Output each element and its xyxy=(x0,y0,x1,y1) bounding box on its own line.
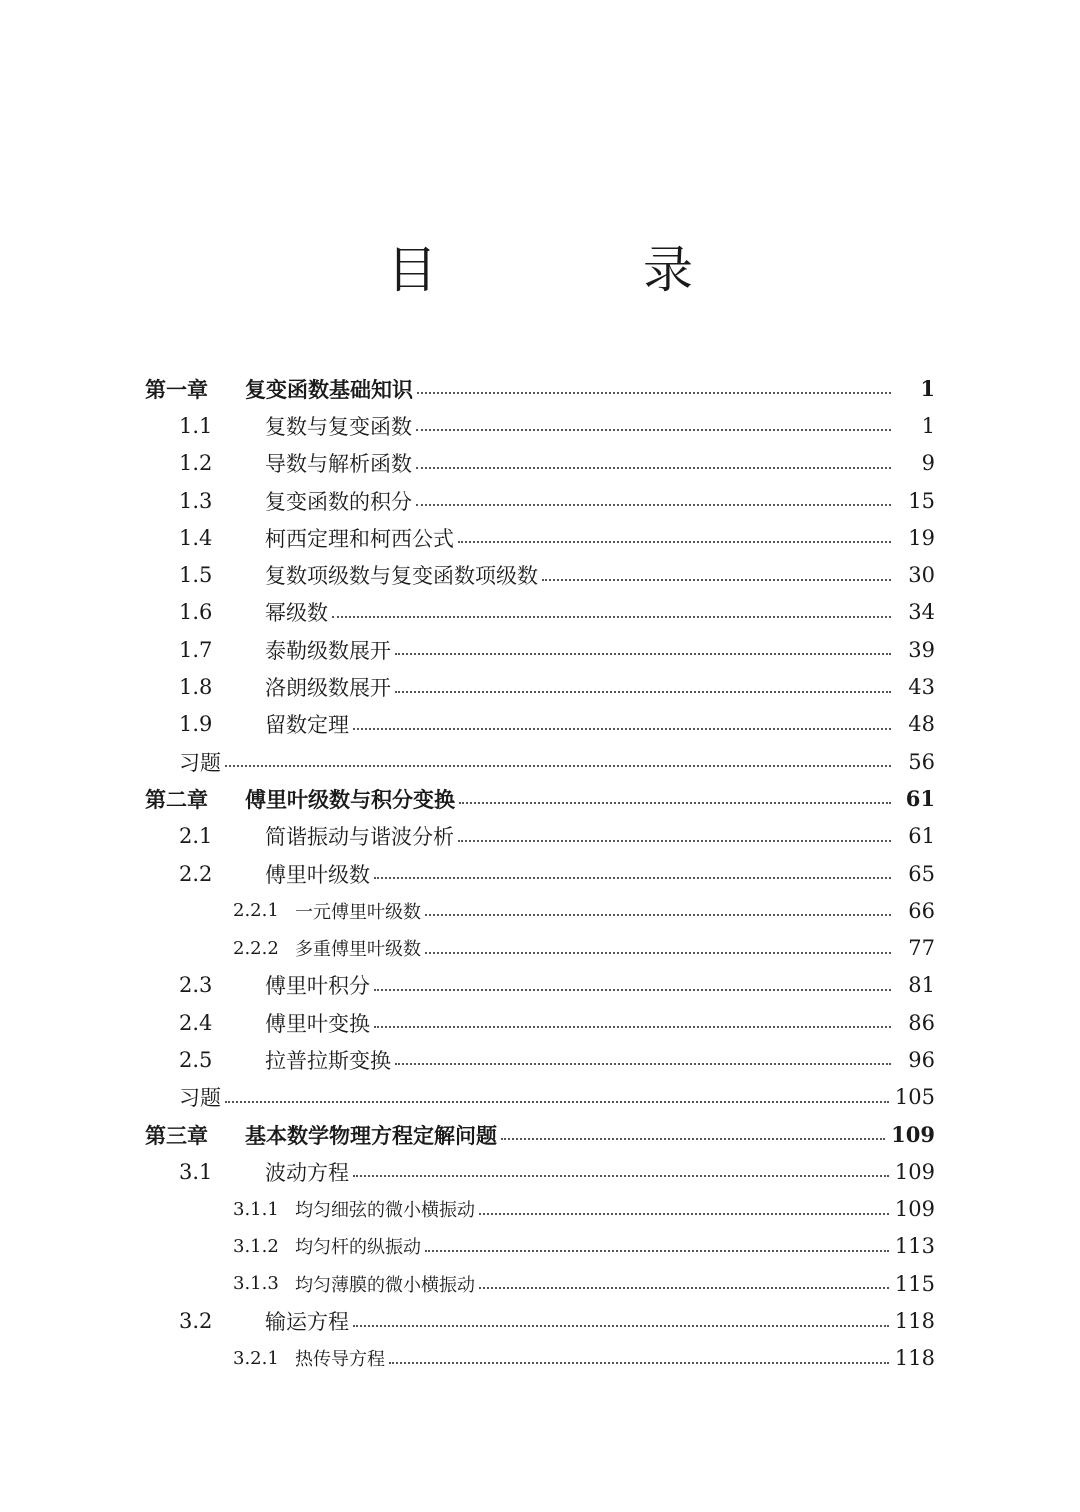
toc-entry-title: 洛朗级数展开 xyxy=(265,676,391,701)
toc-entry-subsection[interactable] xyxy=(145,1191,935,1228)
toc-entry-section[interactable] xyxy=(145,967,935,1004)
toc-entry-page-number: 39 xyxy=(908,637,935,662)
toc-entry-title: 习题 xyxy=(179,1086,221,1111)
toc-entry-title: 泰勒级数展开 xyxy=(265,638,391,663)
toc-entry-number: 2.2.2 xyxy=(233,937,279,959)
dot-leader xyxy=(353,1174,889,1177)
toc-entry-exercise[interactable] xyxy=(145,743,935,780)
toc-entry-chapter[interactable] xyxy=(145,780,935,817)
toc-entry-number: 第二章 xyxy=(145,786,208,812)
toc-entry-section[interactable] xyxy=(145,482,935,519)
dot-leader xyxy=(459,801,891,804)
toc-entry-title: 傅里叶变换 xyxy=(265,1011,370,1036)
dot-leader xyxy=(395,1062,891,1065)
dot-leader xyxy=(417,391,891,394)
toc-entry-title: 傅里叶级数 xyxy=(265,862,370,887)
dot-leader xyxy=(395,690,891,693)
toc-entry-page-number: 118 xyxy=(894,1309,935,1334)
page-title: 目 录 xyxy=(387,241,771,299)
toc-entry-number: 1.4 xyxy=(179,525,213,550)
dot-leader xyxy=(501,1137,885,1140)
toc-entry-page-number: 66 xyxy=(908,898,935,923)
toc-entry-title: 留数定理 xyxy=(265,713,349,738)
dot-leader xyxy=(374,1025,891,1028)
toc-entry-number: 1.7 xyxy=(179,637,213,662)
dot-leader xyxy=(425,951,891,954)
toc-entry-chapter[interactable] xyxy=(145,370,935,407)
toc-entry-title: 幂级数 xyxy=(265,601,328,626)
dot-leader xyxy=(225,764,891,767)
dot-leader xyxy=(225,1100,889,1103)
toc-entry-number: 1.1 xyxy=(179,413,213,438)
toc-entry-number: 1.6 xyxy=(179,600,213,625)
toc-entry-subsection[interactable] xyxy=(145,1228,935,1265)
toc-entry-title: 复数项级数与复变函数项级数 xyxy=(265,564,538,589)
toc-entry-page-number: 61 xyxy=(908,824,935,849)
toc-entry-page-number: 96 xyxy=(908,1047,935,1072)
dot-leader xyxy=(353,727,891,730)
dot-leader xyxy=(395,652,891,655)
toc-entry-section[interactable] xyxy=(145,1004,935,1041)
toc-entry-page-number: 1 xyxy=(920,376,935,402)
toc-entry-title: 多重傅里叶级数 xyxy=(295,939,421,961)
toc-entry-section[interactable] xyxy=(145,519,935,556)
toc-entry-page-number: 15 xyxy=(908,488,935,513)
toc-entry-page-number: 65 xyxy=(908,861,935,886)
toc-entry-title: 简谐振动与谐波分析 xyxy=(265,825,454,850)
toc-entry-number: 1.8 xyxy=(179,675,213,700)
toc-entry-title: 均匀薄膜的微小横振动 xyxy=(295,1274,475,1296)
toc-entry-page-number: 77 xyxy=(908,936,935,961)
dot-leader xyxy=(332,615,891,618)
toc-entry-subsection[interactable] xyxy=(145,1265,935,1302)
toc-entry-title: 柯西定理和柯西公式 xyxy=(265,526,454,551)
toc-entry-section[interactable] xyxy=(145,445,935,482)
toc-entry-page-number: 115 xyxy=(894,1271,935,1296)
toc-entry-title: 傅里叶级数与积分变换 xyxy=(245,786,455,812)
toc-entry-number: 3.1.1 xyxy=(233,1198,279,1220)
toc-entry-page-number: 81 xyxy=(908,973,935,998)
dot-leader xyxy=(479,1212,889,1215)
dot-leader xyxy=(374,876,891,879)
toc-entry-number: 2.2 xyxy=(179,861,213,886)
toc-entry-number: 2.3 xyxy=(179,973,213,998)
dot-leader xyxy=(542,578,891,581)
toc-entry-title: 基本数学物理方程定解问题 xyxy=(245,1122,497,1148)
toc-entry-title: 傅里叶积分 xyxy=(265,974,370,999)
toc-entry-number: 1.3 xyxy=(179,488,213,513)
toc-entry-subsection[interactable] xyxy=(145,892,935,929)
toc-entry-section[interactable] xyxy=(145,631,935,668)
toc-entry-title: 波动方程 xyxy=(265,1160,349,1185)
toc-entry-number: 3.2 xyxy=(179,1309,213,1334)
dot-leader xyxy=(458,839,891,842)
toc-entry-number: 第三章 xyxy=(145,1122,208,1148)
toc-entry-number: 3.1.3 xyxy=(233,1273,279,1295)
dot-leader xyxy=(416,503,891,506)
toc-entry-number: 3.1 xyxy=(179,1159,213,1184)
toc-entry-page-number: 19 xyxy=(908,525,935,550)
toc-entry-page-number: 1 xyxy=(921,413,935,438)
toc-entry-section[interactable] xyxy=(145,594,935,631)
toc-entry-number: 3.1.2 xyxy=(233,1235,279,1257)
dot-leader xyxy=(374,988,891,991)
dot-leader xyxy=(425,1249,889,1252)
toc-entry-chapter[interactable] xyxy=(145,1116,935,1153)
dot-leader xyxy=(416,466,891,469)
toc-entry-page-number: 109 xyxy=(894,1197,935,1222)
toc-entry-page-number: 113 xyxy=(894,1234,935,1259)
toc-entry-section[interactable] xyxy=(145,1041,935,1078)
dot-leader xyxy=(389,1361,889,1364)
dot-leader xyxy=(479,1286,889,1289)
toc-entry-exercise[interactable] xyxy=(145,1079,935,1116)
toc-entry-title: 复数与复变函数 xyxy=(265,414,412,439)
toc-entry-section[interactable] xyxy=(145,1153,935,1190)
toc-entry-subsection[interactable] xyxy=(145,1340,935,1377)
toc-entry-number: 1.9 xyxy=(179,712,213,737)
toc-entry-subsection[interactable] xyxy=(145,929,935,966)
toc-entry-number: 1.5 xyxy=(179,563,213,588)
toc-entry-title: 一元傅里叶级数 xyxy=(295,901,421,923)
toc-entry-page-number: 118 xyxy=(894,1346,935,1371)
toc-entry-title: 热传导方程 xyxy=(295,1349,385,1371)
toc-entry-page-number: 61 xyxy=(905,786,935,812)
dot-leader xyxy=(353,1324,889,1327)
toc-entry-page-number: 30 xyxy=(908,563,935,588)
dot-leader xyxy=(458,540,891,543)
table-of-contents xyxy=(145,370,935,1377)
toc-entry-page-number: 43 xyxy=(908,675,935,700)
dot-leader xyxy=(425,913,891,916)
toc-entry-page-number: 109 xyxy=(894,1159,935,1184)
toc-entry-title: 习题 xyxy=(179,750,221,775)
toc-entry-number: 2.1 xyxy=(179,824,213,849)
toc-entry-page-number: 34 xyxy=(908,600,935,625)
toc-entry-page-number: 105 xyxy=(894,1085,935,1110)
toc-entry-page-number: 86 xyxy=(908,1010,935,1035)
toc-entry-section[interactable] xyxy=(145,556,935,593)
toc-entry-title: 输运方程 xyxy=(265,1310,349,1335)
toc-entry-title: 均匀细弦的微小横振动 xyxy=(295,1200,475,1222)
toc-entry-number: 1.2 xyxy=(179,451,213,476)
toc-entry-section[interactable] xyxy=(145,706,935,743)
toc-entry-section[interactable] xyxy=(145,855,935,892)
toc-entry-page-number: 48 xyxy=(908,712,935,737)
toc-entry-number: 第一章 xyxy=(145,376,208,402)
toc-entry-section[interactable] xyxy=(145,818,935,855)
dot-leader xyxy=(416,428,891,431)
toc-entry-page-number: 9 xyxy=(921,451,935,476)
toc-entry-section[interactable] xyxy=(145,407,935,444)
toc-entry-title: 复变函数的积分 xyxy=(265,489,412,514)
toc-entry-number: 2.2.1 xyxy=(233,900,279,922)
toc-entry-page-number: 56 xyxy=(908,749,935,774)
toc-entry-section[interactable] xyxy=(145,668,935,705)
toc-entry-number: 2.5 xyxy=(179,1047,213,1072)
toc-entry-number: 2.4 xyxy=(179,1010,213,1035)
toc-entry-title: 均匀杆的纵振动 xyxy=(295,1237,421,1259)
toc-entry-title: 拉普拉斯变换 xyxy=(265,1048,391,1073)
toc-entry-page-number: 109 xyxy=(891,1122,935,1148)
toc-entry-title: 复变函数基础知识 xyxy=(245,376,413,402)
toc-entry-number: 3.2.1 xyxy=(233,1347,279,1369)
toc-entry-title: 导数与解析函数 xyxy=(265,452,412,477)
toc-entry-section[interactable] xyxy=(145,1302,935,1339)
